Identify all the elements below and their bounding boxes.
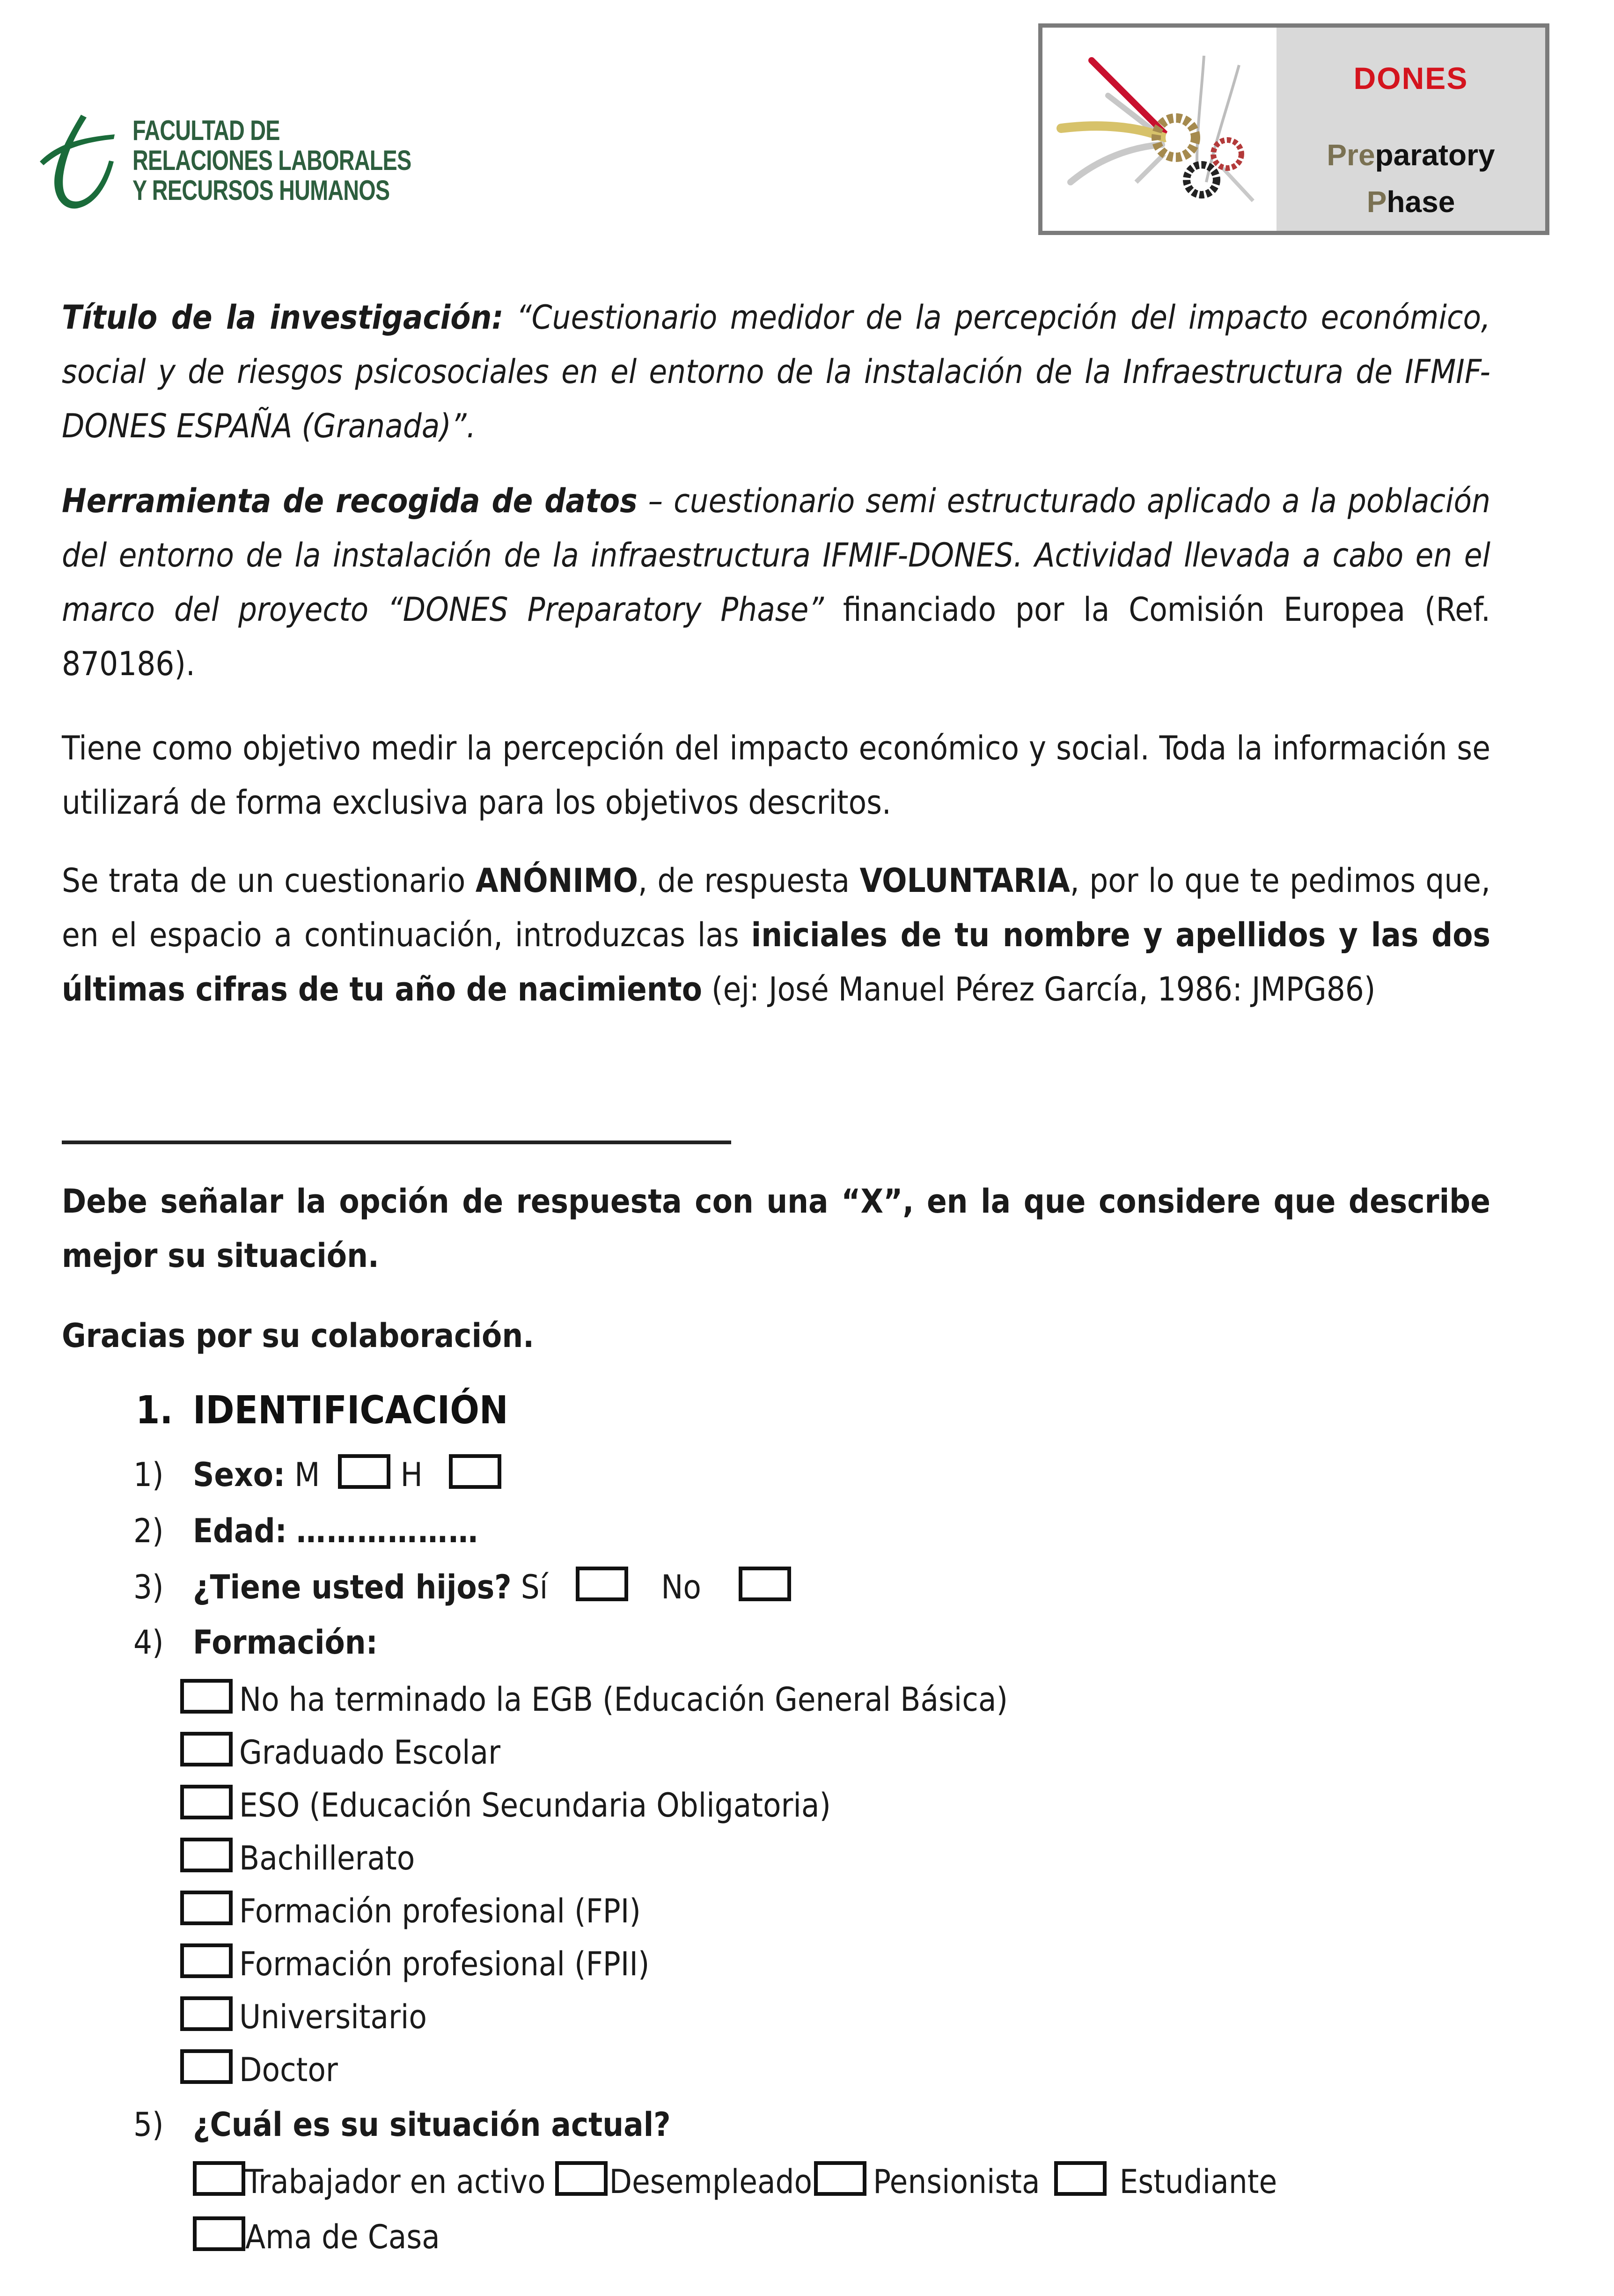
- question-hijos: [133, 1565, 791, 1610]
- option-label: Estudiante: [1119, 2163, 1277, 2201]
- objective-paragraph: Tiene como objetivo medir la percepción del impacto económico y social. Toda la información se utilizará de forma exclusiva para los objetivos descritos.: [62, 729, 1490, 822]
- option-label: Formación profesional (FPI): [239, 1892, 641, 1930]
- question-edad: [133, 1509, 479, 1553]
- option-label: Bachillerato: [239, 1839, 415, 1877]
- question-number: 4): [133, 1623, 164, 1662]
- question-label: Formación:: [193, 1623, 378, 1662]
- formacion-option[interactable]: [180, 1730, 500, 1775]
- checkbox-hijos-si[interactable]: [576, 1567, 628, 1601]
- data-tool-label: Herramienta de recogida de datos: [62, 482, 638, 520]
- checkbox-icon[interactable]: [555, 2161, 608, 2196]
- checkbox-icon[interactable]: [180, 1679, 233, 1714]
- question-number: 3): [133, 1568, 164, 1606]
- formacion-option[interactable]: [180, 2047, 338, 2092]
- checkbox-icon[interactable]: [180, 1943, 233, 1978]
- faculty-name-line-3: Y RECURSOS HUMANOS: [132, 175, 390, 206]
- checkbox-icon[interactable]: [814, 2161, 866, 2196]
- anonymity-text-2: , de respuesta: [638, 861, 860, 900]
- dones-phase: Phase: [1366, 185, 1455, 219]
- faculty-name: [132, 116, 411, 206]
- question-label: ¿Tiene usted hijos?: [193, 1568, 512, 1606]
- option-label: Desempleado: [609, 2163, 813, 2201]
- funding-text: financiado por la Comisión Europea (Ref. 870186).: [62, 590, 1491, 683]
- question-situacion: [133, 2102, 671, 2147]
- research-title-paragraph: [62, 290, 1490, 453]
- data-tool-description: – cuestionario semi estructurado aplicado a la población del entorno de la instalación de la infraestructura IFMIF-DONES. Actividad llevada a cabo en el marco del proyecto “DONES Preparatory Phase”: [62, 482, 1490, 629]
- edad-input-field[interactable]: ………………: [296, 1512, 479, 1550]
- research-title-text: “Cuestionario medidor de la percepción del impacto económico, social y de riesgos psicosociales en el entorno de la instalación de la Infraestructura de IFMIF-DONES ESPAÑA (Granada)”.: [62, 298, 1490, 445]
- situacion-options-row: [193, 2159, 1277, 2204]
- situacion-option[interactable]: [193, 2215, 440, 2259]
- initials-instruction-emphasis: iniciales de tu nombre y apellidos y las dos últimas cifras de tu año de nacimiento: [62, 916, 1490, 1008]
- checkbox-icon[interactable]: [180, 1732, 233, 1766]
- question-label: ¿Cuál es su situación actual?: [193, 2105, 671, 2144]
- option-label: Formación profesional (FPII): [239, 1945, 650, 1983]
- situacion-option[interactable]: [1049, 2163, 1277, 2201]
- question-label: Sexo:: [193, 1456, 286, 1494]
- option-si-label: Sí: [521, 1568, 548, 1606]
- option-label: Trabajador en activo: [245, 2163, 546, 2201]
- thanks-paragraph: Gracias por su colaboración.: [62, 1317, 535, 1355]
- checkbox-icon[interactable]: [193, 2216, 245, 2251]
- option-label: ESO (Educación Secundaria Obligatoria): [239, 1786, 831, 1825]
- formacion-option[interactable]: [180, 1994, 427, 2039]
- gears-beams-icon: [1042, 28, 1277, 231]
- dones-title: DONES: [1353, 61, 1468, 96]
- voluntary-emphasis: VOLUNTARIA: [859, 861, 1070, 900]
- option-h-label: H: [400, 1456, 423, 1494]
- section-title: IDENTIFICACIÓN: [193, 1388, 508, 1433]
- dones-logo-text-panel: [1277, 28, 1545, 231]
- anonymous-emphasis: ANÓNIMO: [475, 861, 638, 900]
- formacion-option[interactable]: [180, 1942, 649, 1987]
- research-title-label: Título de la investigación:: [62, 298, 504, 337]
- data-tool-paragraph: [62, 474, 1490, 691]
- formacion-option[interactable]: [180, 1783, 831, 1828]
- checkbox-icon[interactable]: [180, 1996, 233, 2031]
- question-sexo: [133, 1452, 501, 1497]
- option-label: Pensionista: [873, 2163, 1040, 2201]
- checkbox-icon[interactable]: [1054, 2161, 1107, 2196]
- formacion-option[interactable]: [180, 1677, 1008, 1722]
- checkbox-icon[interactable]: [193, 2161, 245, 2196]
- faculty-logo: [26, 105, 410, 218]
- dones-preparatory: Preparatory: [1327, 138, 1495, 172]
- checkbox-icon[interactable]: [180, 1891, 233, 1925]
- instructions-paragraph: Debe señalar la opción de respuesta con una “X”, en la que considere que describe mejor su situación.: [62, 1182, 1490, 1275]
- anonymity-text-1: Se trata de un cuestionario: [62, 861, 476, 900]
- formacion-option[interactable]: [180, 1889, 641, 1934]
- faculty-name-line-1: FACULTAD DE: [132, 115, 280, 146]
- checkbox-sexo-m[interactable]: [338, 1454, 390, 1489]
- option-label: Universitario: [239, 1998, 427, 2036]
- question-label: Edad:: [193, 1512, 287, 1550]
- formacion-option[interactable]: [180, 1836, 415, 1881]
- faculty-emblem-icon: [26, 105, 119, 218]
- question-number: 1): [133, 1456, 164, 1494]
- checkbox-icon[interactable]: [180, 2049, 233, 2084]
- option-label: Ama de Casa: [245, 2218, 440, 2256]
- option-no-label: No: [661, 1568, 701, 1606]
- dones-project-logo: [1038, 23, 1549, 235]
- anonymity-paragraph: [62, 854, 1490, 1016]
- section-heading-identificacion: [136, 1388, 508, 1433]
- initials-example: (ej: José Manuel Pérez García, 1986: JMPG86): [702, 970, 1376, 1008]
- question-number: 5): [133, 2105, 164, 2144]
- anonymity-text-3: , por lo que te pedimos que, en el espacio a continuación, introduzcas las: [62, 861, 1491, 954]
- checkbox-icon[interactable]: [180, 1838, 233, 1872]
- section-number: 1.: [136, 1388, 173, 1433]
- question-formacion: [133, 1620, 378, 1665]
- option-m-label: M: [294, 1456, 320, 1494]
- option-label: Doctor: [239, 2051, 338, 2089]
- situacion-option[interactable]: [555, 2163, 813, 2201]
- situacion-option[interactable]: [193, 2163, 546, 2201]
- checkbox-sexo-h[interactable]: [449, 1454, 501, 1489]
- option-label: No ha terminado la EGB (Educación General Básica): [239, 1680, 1008, 1719]
- initials-code-field[interactable]: [62, 1141, 731, 1144]
- checkbox-icon[interactable]: [180, 1785, 233, 1819]
- option-label: Graduado Escolar: [239, 1733, 500, 1772]
- faculty-name-line-2: RELACIONES LABORALES: [132, 145, 411, 176]
- question-number: 2): [133, 1512, 164, 1550]
- situacion-option[interactable]: [812, 2163, 1040, 2201]
- checkbox-hijos-no[interactable]: [739, 1567, 791, 1601]
